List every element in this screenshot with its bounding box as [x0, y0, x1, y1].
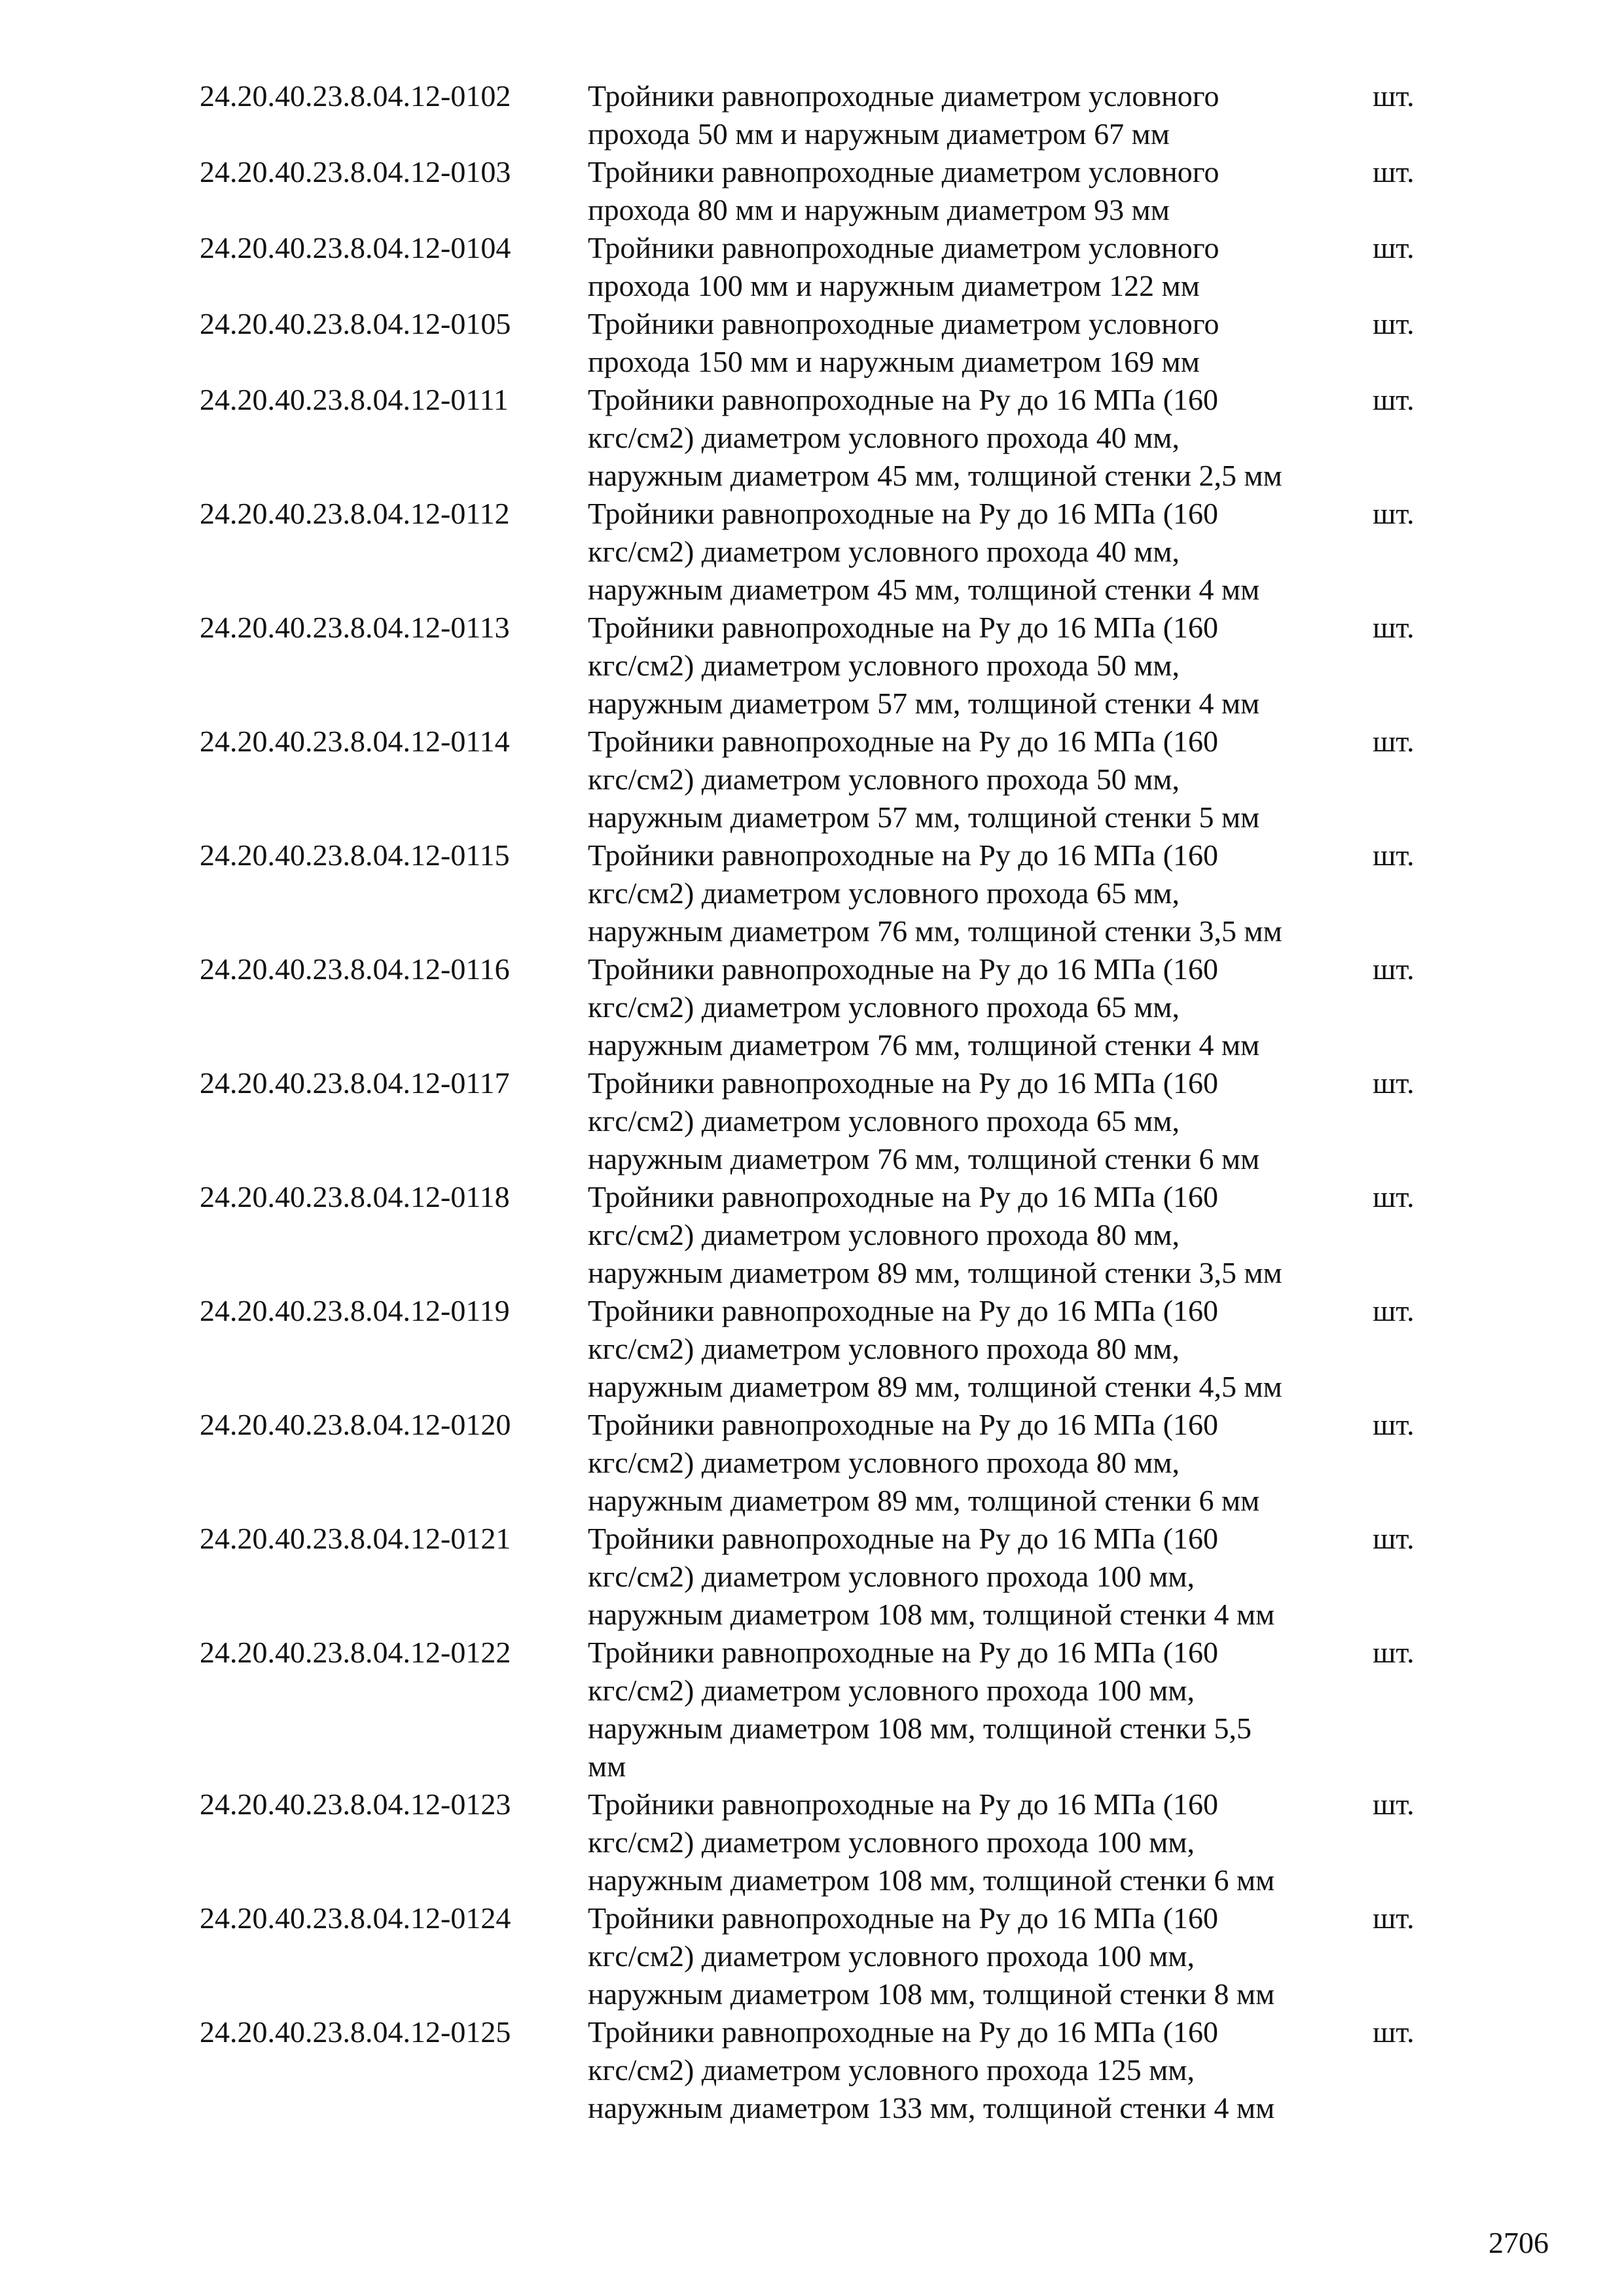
table-row: [0, 2013, 1624, 2127]
unit-of-measure: шт.: [1373, 1901, 1415, 1935]
unit-of-measure: шт.: [1373, 1294, 1415, 1327]
description-line: Тройники равнопроходные на Ру до 16 МПа (160: [588, 1066, 1219, 1100]
table-row: [0, 153, 1624, 229]
unit-of-measure: шт.: [1373, 2015, 1415, 2049]
description-line: наружным диаметром 108 мм, толщиной стенки 8 мм: [588, 1977, 1275, 2011]
table-row: [0, 1785, 1624, 1899]
resource-code: 24.20.40.23.8.04.12-0113: [200, 611, 510, 644]
description-line: кгс/см2) диаметром условного прохода 40 мм,: [588, 535, 1180, 568]
resource-code: 24.20.40.23.8.04.12-0116: [200, 952, 510, 986]
resource-description: [588, 1634, 1367, 1785]
resource-code: 24.20.40.23.8.04.12-0115: [200, 838, 510, 872]
unit-of-measure: шт.: [1373, 231, 1415, 264]
description-line: Тройники равнопроходные на Ру до 16 МПа (160: [588, 383, 1219, 416]
description-line: кгс/см2) диаметром условного прохода 80 мм,: [588, 1446, 1180, 1479]
page-number: 2706: [1489, 2226, 1549, 2259]
table-row: [0, 381, 1624, 495]
resource-description: [588, 1785, 1367, 1899]
description-line: кгс/см2) диаметром условного прохода 100 мм,: [588, 1939, 1195, 1973]
description-line: Тройники равнопроходные на Ру до 16 МПа (160: [588, 1901, 1219, 1935]
description-line: Тройники равнопроходные диаметром условного: [588, 79, 1219, 113]
description-line: наружным диаметром 45 мм, толщиной стенки 4 мм: [588, 573, 1260, 606]
description-line: кгс/см2) диаметром условного прохода 100 мм,: [588, 1560, 1195, 1593]
description-line: Тройники равнопроходные на Ру до 16 МПа (160: [588, 1180, 1219, 1213]
resource-description: [588, 1178, 1367, 1292]
resource-description: [588, 77, 1367, 153]
table-row: [0, 495, 1624, 609]
price-list-table: [0, 77, 1624, 2127]
table-row: [0, 723, 1624, 836]
table-row: [0, 77, 1624, 153]
resource-code: 24.20.40.23.8.04.12-0119: [200, 1294, 510, 1327]
resource-description: [588, 1406, 1367, 1520]
resource-description: [588, 305, 1367, 381]
resource-description: [588, 381, 1367, 495]
description-line: кгс/см2) диаметром условного прохода 65 мм,: [588, 990, 1180, 1024]
resource-description: [588, 229, 1367, 305]
unit-of-measure: шт.: [1373, 1066, 1415, 1100]
resource-description: [588, 950, 1367, 1064]
description-line: Тройники равнопроходные на Ру до 16 МПа (160: [588, 1408, 1219, 1441]
unit-of-measure: шт.: [1373, 1787, 1415, 1821]
description-line: Тройники равнопроходные на Ру до 16 МПа (160: [588, 497, 1219, 530]
description-line: наружным диаметром 89 мм, толщиной стенки 6 мм: [588, 1484, 1260, 1517]
table-row: [0, 609, 1624, 723]
description-line: кгс/см2) диаметром условного прохода 80 мм,: [588, 1218, 1180, 1251]
resource-description: [588, 1899, 1367, 2013]
table-row: [0, 305, 1624, 381]
description-line: наружным диаметром 76 мм, толщиной стенки 4 мм: [588, 1028, 1260, 1062]
description-line: наружным диаметром 57 мм, толщиной стенки 5 мм: [588, 800, 1260, 834]
resource-description: [588, 153, 1367, 229]
description-line: кгс/см2) диаметром условного прохода 65 мм,: [588, 876, 1180, 910]
description-line: кгс/см2) диаметром условного прохода 100 мм,: [588, 1674, 1195, 1707]
description-line: кгс/см2) диаметром условного прохода 40 мм,: [588, 421, 1180, 454]
resource-description: [588, 495, 1367, 609]
unit-of-measure: шт.: [1373, 1408, 1415, 1441]
resource-description: [588, 609, 1367, 723]
table-row: [0, 1178, 1624, 1292]
description-line: наружным диаметром 133 мм, толщиной стенки 4 мм: [588, 2091, 1275, 2125]
description-line: наружным диаметром 57 мм, толщиной стенки 4 мм: [588, 687, 1260, 720]
description-line: Тройники равнопроходные на Ру до 16 МПа (160: [588, 2015, 1219, 2049]
unit-of-measure: шт.: [1373, 611, 1415, 644]
description-line: наружным диаметром 108 мм, толщиной стенки 5,5: [588, 1712, 1252, 1745]
description-line: наружным диаметром 76 мм, толщиной стенки 3,5 мм: [588, 914, 1282, 948]
description-line: наружным диаметром 76 мм, толщиной стенки 6 мм: [588, 1142, 1260, 1175]
unit-of-measure: шт.: [1373, 307, 1415, 340]
description-line: Тройники равнопроходные на Ру до 16 МПа (160: [588, 725, 1219, 758]
description-line: кгс/см2) диаметром условного прохода 125 мм,: [588, 2053, 1195, 2087]
unit-of-measure: шт.: [1373, 79, 1415, 113]
description-line: Тройники равнопроходные на Ру до 16 МПа (160: [588, 838, 1219, 872]
unit-of-measure: шт.: [1373, 383, 1415, 416]
resource-code: 24.20.40.23.8.04.12-0121: [200, 1522, 511, 1555]
table-row: [0, 1292, 1624, 1406]
unit-of-measure: шт.: [1373, 1522, 1415, 1555]
table-row: [0, 1520, 1624, 1634]
description-line: наружным диаметром 108 мм, толщиной стенки 6 мм: [588, 1863, 1275, 1897]
unit-of-measure: шт.: [1373, 725, 1415, 758]
resource-code: 24.20.40.23.8.04.12-0112: [200, 497, 510, 530]
description-line: Тройники равнопроходные на Ру до 16 МПа (160: [588, 1522, 1219, 1555]
table-row: [0, 836, 1624, 950]
description-line: прохода 80 мм и наружным диаметром 93 мм: [588, 193, 1170, 226]
resource-description: [588, 723, 1367, 836]
description-line: мм: [588, 1749, 626, 1783]
resource-code: 24.20.40.23.8.04.12-0104: [200, 231, 511, 264]
resource-code: 24.20.40.23.8.04.12-0122: [200, 1636, 511, 1669]
resource-code: 24.20.40.23.8.04.12-0120: [200, 1408, 511, 1441]
resource-description: [588, 1292, 1367, 1406]
description-line: Тройники равнопроходные диаметром условного: [588, 307, 1219, 340]
description-line: Тройники равнопроходные на Ру до 16 МПа (160: [588, 1787, 1219, 1821]
description-line: Тройники равнопроходные на Ру до 16 МПа (160: [588, 952, 1219, 986]
unit-of-measure: шт.: [1373, 838, 1415, 872]
table-row: [0, 1406, 1624, 1520]
description-line: прохода 50 мм и наружным диаметром 67 мм: [588, 117, 1170, 151]
resource-code: 24.20.40.23.8.04.12-0114: [200, 725, 510, 758]
description-line: прохода 150 мм и наружным диаметром 169 мм: [588, 345, 1200, 378]
resource-description: [588, 836, 1367, 950]
resource-code: 24.20.40.23.8.04.12-0118: [200, 1180, 510, 1213]
description-line: наружным диаметром 108 мм, толщиной стенки 4 мм: [588, 1598, 1275, 1631]
table-row: [0, 1634, 1624, 1785]
resource-code: 24.20.40.23.8.04.12-0105: [200, 307, 511, 340]
unit-of-measure: шт.: [1373, 952, 1415, 986]
resource-code: 24.20.40.23.8.04.12-0102: [200, 79, 511, 113]
description-line: Тройники равнопроходные на Ру до 16 МПа (160: [588, 1636, 1219, 1669]
description-line: прохода 100 мм и наружным диаметром 122 мм: [588, 269, 1200, 302]
resource-code: 24.20.40.23.8.04.12-0103: [200, 155, 511, 188]
unit-of-measure: шт.: [1373, 1180, 1415, 1213]
resource-description: [588, 1064, 1367, 1178]
resource-code: 24.20.40.23.8.04.12-0124: [200, 1901, 511, 1935]
unit-of-measure: шт.: [1373, 155, 1415, 188]
unit-of-measure: шт.: [1373, 497, 1415, 530]
description-line: кгс/см2) диаметром условного прохода 65 мм,: [588, 1104, 1180, 1138]
table-row: [0, 1064, 1624, 1178]
resource-description: [588, 1520, 1367, 1634]
description-line: Тройники равнопроходные диаметром условного: [588, 155, 1219, 188]
description-line: наружным диаметром 89 мм, толщиной стенки 4,5 мм: [588, 1370, 1282, 1403]
unit-of-measure: шт.: [1373, 1636, 1415, 1669]
description-line: наружным диаметром 45 мм, толщиной стенки 2,5 мм: [588, 459, 1282, 492]
description-line: наружным диаметром 89 мм, толщиной стенки 3,5 мм: [588, 1256, 1282, 1289]
description-line: Тройники равнопроходные на Ру до 16 МПа (160: [588, 1294, 1219, 1327]
table-row: [0, 1899, 1624, 2013]
table-row: [0, 950, 1624, 1064]
resource-description: [588, 2013, 1367, 2127]
resource-code: 24.20.40.23.8.04.12-0117: [200, 1066, 510, 1100]
resource-code: 24.20.40.23.8.04.12-0123: [200, 1787, 511, 1821]
description-line: Тройники равнопроходные диаметром условного: [588, 231, 1219, 264]
description-line: кгс/см2) диаметром условного прохода 80 мм,: [588, 1332, 1180, 1365]
description-line: Тройники равнопроходные на Ру до 16 МПа (160: [588, 611, 1219, 644]
table-row: [0, 229, 1624, 305]
resource-code: 24.20.40.23.8.04.12-0125: [200, 2015, 511, 2049]
resource-code: 24.20.40.23.8.04.12-0111: [200, 383, 509, 416]
description-line: кгс/см2) диаметром условного прохода 100 мм,: [588, 1825, 1195, 1859]
description-line: кгс/см2) диаметром условного прохода 50 мм,: [588, 649, 1180, 682]
description-line: кгс/см2) диаметром условного прохода 50 мм,: [588, 762, 1180, 796]
